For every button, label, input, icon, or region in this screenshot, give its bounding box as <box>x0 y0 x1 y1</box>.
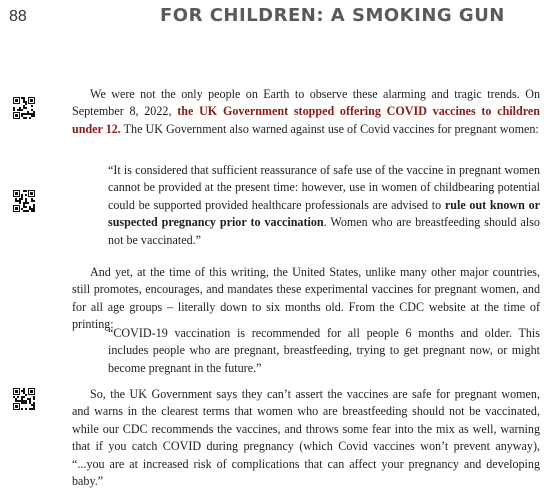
quote-cdc: “COVID-19 vaccination is recommended for all people 6 months and older. This includes people who are pregnant, breastfeeding, trying to get pregnant now, or might become pregnant in the future.” <box>108 326 540 375</box>
quote-text: “It is considered that sufficient reassurance of safe use of the vaccine in pregnant women cannot be provided at the present time: however, use in women of childbearing potential could be supported provided healthcare professionals are advised to <box>108 163 540 212</box>
paragraph-uk-government <box>72 86 540 138</box>
paragraph-text: The UK Government also warned against use of Covid vaccines for pregnant women: <box>120 121 539 136</box>
qr-code-icon[interactable] <box>13 190 35 212</box>
paragraph-conclusion: So, the UK Government says they can’t assert the vaccines are safe for pregnant women, and warns in the clearest terms that women who are breastfeeding should not be vaccinated, while our CDC recommends the vaccines, and throws some fear into the mix as well, warning that if you catch COVID during pregnancy (which Covid vaccines won’t prevent anyway), “...you are at increased risk of complications that can affect your pregnancy and developing baby.” <box>72 387 540 489</box>
paragraph-text: We were not the only people on Earth to observe these alarming and tragic trends. On September 8, 2022, <box>72 87 540 119</box>
chapter-title: FOR CHILDREN: A SMOKING GUN <box>160 5 505 26</box>
bold-phrase: rule out known or suspected pregnancy prior to vaccination <box>108 197 540 230</box>
paragraph-united-states: And yet, at the time of this writing, the United States, unlike many other major countries, still promotes, encourages, and mandates these experimental vaccines for pregnant women, and for all age groups – literally down to six months old. From the CDC website at the time of printing: <box>72 265 540 332</box>
quote-uk-government <box>108 162 540 249</box>
qr-code-icon[interactable] <box>13 388 35 410</box>
page-number: 88 <box>9 8 27 25</box>
highlighted-link[interactable]: the UK Government stopped offering COVID vaccines to children under 12. <box>72 104 540 136</box>
quote-text: . Women who are breastfeeding should also not be vaccinated.” <box>108 215 540 247</box>
qr-code-icon[interactable] <box>13 97 35 119</box>
